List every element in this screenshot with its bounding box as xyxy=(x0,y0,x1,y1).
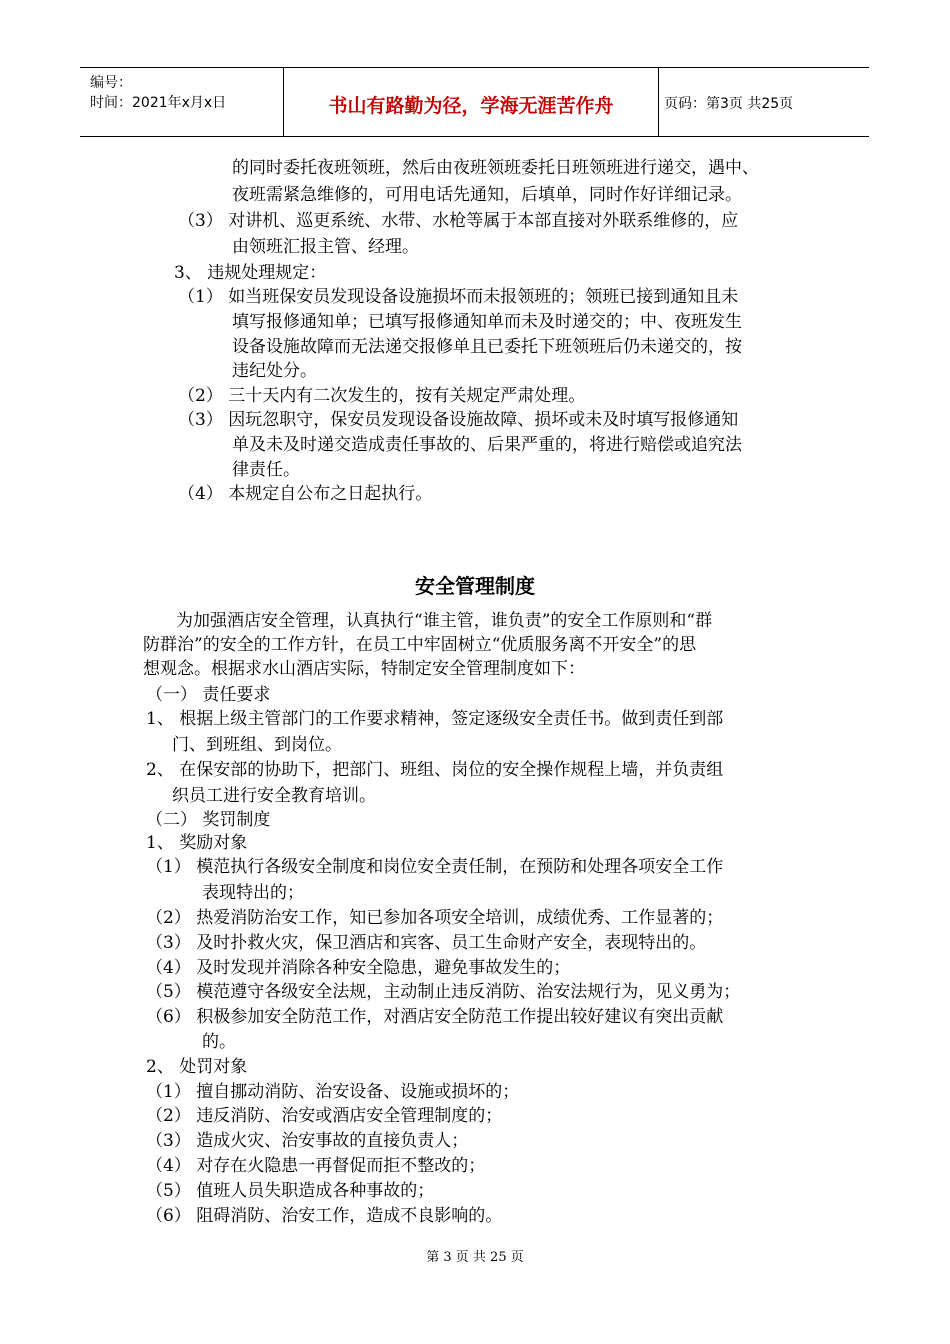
text-line: 门、到班组、到岗位。 xyxy=(172,735,342,755)
text-line: 律责任。 xyxy=(232,460,300,480)
page-footer: 第 3 页 共 25 页 xyxy=(426,1250,524,1265)
text-line: 1、 根据上级主管部门的工作要求精神，签定逐级安全责任书。做到责任到部 xyxy=(146,709,724,729)
text-line: 设备设施故障而无法递交报修单且已委托下班领班后仍未递交的，按 xyxy=(232,337,742,357)
text-line: 想观念。根据求水山酒店实际，特制定安全管理制度如下： xyxy=(143,659,585,679)
header-motto-cell xyxy=(283,68,659,136)
motto: 书山有路勤为径，学海无涯苦作舟 xyxy=(328,95,614,117)
text-line: 违纪处分。 xyxy=(232,361,317,381)
text-line: （5） 模范遵守各级安全法规，主动制止违反消防、治安法规行为，见义勇为； xyxy=(146,982,741,1002)
text-line: （6） 积极参加安全防范工作，对酒店安全防范工作提出较好建议有突出贡献 xyxy=(146,1007,724,1027)
text-line: （1） 擅自挪动消防、治安设备、设施或损坏的； xyxy=(146,1082,520,1102)
text-line: 2、 处罚对象 xyxy=(146,1057,248,1077)
text-line: 的同时委托夜班领班，然后由夜班领班委托日班领班进行递交，遇中、 xyxy=(232,158,759,178)
text-line: （二） 奖罚制度 xyxy=(146,810,271,830)
text-line: （2） 热爱消防治安工作，知已参加各项安全培训，成绩优秀、工作显著的； xyxy=(146,908,724,928)
date-label: 时间：2021年x月x日 xyxy=(90,95,227,111)
text-line: 织员工进行安全教育培训。 xyxy=(172,786,376,806)
text-line: （一） 责任要求 xyxy=(146,685,271,705)
text-line: 单及未及时递交造成责任事故的、后果严重的，将进行赔偿或追究法 xyxy=(232,435,742,455)
text-line: 填写报修通知单；已填写报修通知单而未及时递交的；中、夜班发生 xyxy=(232,312,742,332)
page-label: 页码：第3页 共25页 xyxy=(664,96,794,112)
header-info-cell xyxy=(80,68,283,136)
text-line: 3、 违规处理规定： xyxy=(174,263,327,283)
text-line: 的。 xyxy=(202,1032,236,1052)
header-page-cell xyxy=(658,68,869,136)
text-line: （4） 对存在火隐患一再督促而拒不整改的； xyxy=(146,1156,486,1176)
text-line: （1） 如当班保安员发现设备设施损坏而未报领班的；领班已接到通知且未 xyxy=(178,287,739,307)
text-line: 防群治”的安全的工作方针，在员工中牢固树立“优质服务离不开安全”的思 xyxy=(143,635,697,655)
text-line: （4） 本规定自公布之日起执行。 xyxy=(178,484,433,504)
text-line: 1、 奖励对象 xyxy=(146,833,248,853)
text-line: （1） 模范执行各级安全制度和岗位安全责任制，在预防和处理各项安全工作 xyxy=(146,857,724,877)
text-line: 表现特出的； xyxy=(202,883,304,903)
text-line: 由领班汇报主管、经理。 xyxy=(232,237,419,257)
code-label: 编号： xyxy=(90,75,132,91)
text-line: （4） 及时发现并消除各种安全隐患，避免事故发生的； xyxy=(146,958,571,978)
text-line: （3） 因玩忽职守，保安员发现设备设施故障、损坏或未及时填写报修通知 xyxy=(178,410,739,430)
text-line: （6） 阻碍消防、治安工作，造成不良影响的。 xyxy=(146,1206,503,1226)
text-line: 2、 在保安部的协助下，把部门、班组、岗位的安全操作规程上墙，并负责组 xyxy=(146,760,724,780)
text-line: （2） 三十天内有二次发生的，按有关规定严肃处理。 xyxy=(178,386,586,406)
text-line: （2） 违反消防、治安或酒店安全管理制度的； xyxy=(146,1106,503,1126)
text-line: （3） 造成火灾、治安事故的直接负责人； xyxy=(146,1131,469,1151)
text-line: 为加强酒店安全管理，认真执行“谁主管，谁负责”的安全工作原则和“群 xyxy=(176,611,713,631)
page-header xyxy=(80,67,869,137)
text-line: （3） 及时扑救火灾，保卫酒店和宾客、员工生命财产安全，表现特出的。 xyxy=(146,933,707,953)
section-title: 安全管理制度 xyxy=(415,574,535,598)
text-line: （3） 对讲机、巡更系统、水带、水枪等属于本部直接对外联系维修的，应 xyxy=(178,211,739,231)
text-line: （5） 值班人员失职造成各种事故的； xyxy=(146,1181,435,1201)
text-line: 夜班需紧急维修的，可用电话先通知，后填单，同时作好详细记录。 xyxy=(232,185,742,205)
